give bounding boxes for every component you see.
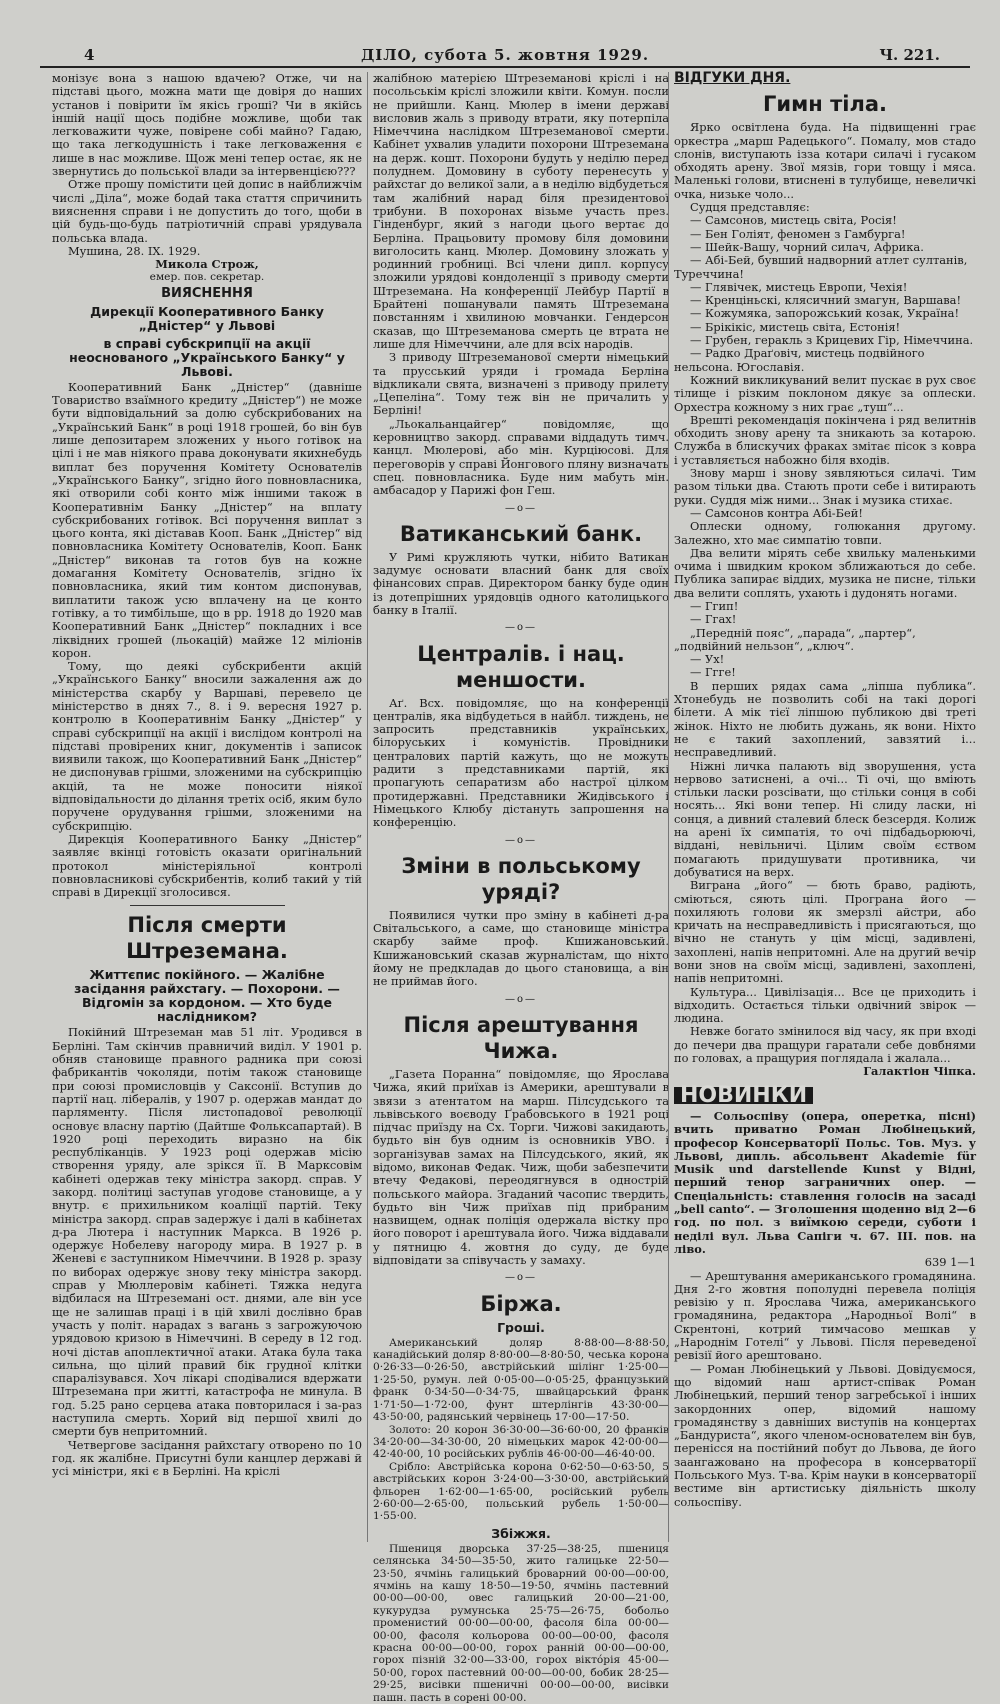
clarification-paragraph: Тому, що деякі субскрибенти акцій „Українського Банку“ вносили зажалення аж до міністерства скарбу у Варшаві, перевело це міністерство в днях 7., 8. і 9. вересня 1927 р. контролю в Кооперативнім Банку „Дністер“ у справі субскрипції на акції і вислідом контролі на підставі провірених книг, документів і записок виявили також, що Кооперативний Банк „Дністер“ не диспонував грішми, зложеними на субскрипцію акцій, та не може поносити ніякої відповідальности до ділання третіх осіб, яким було поручене орудування грішми, зложеними на субскрипцію.: [52, 659, 362, 833]
exchange-grain-subtitle: Збіжжя.: [491, 1525, 551, 1541]
news-item: — Роман Любінецький у Львові. Довідуємося, що відомий наш артист-співак Роман Любінецький, перший тенор загребської і інших закордонних опер, відомий нашому громадянству з давніших виступів на концертах „Бандуриста“, якого членом-основателем він був, перенісся на постійний побут до Львова, де його заангажовано на професора в консерваторії Польського Муз. Т-ва. Крім науки в консерваторії вестиме він артистиську діяльність школу сольоспіву.: [674, 1361, 976, 1509]
column-1: [52, 72, 362, 1542]
gymn-paragraph: Виграна „його“ — бють браво, радіють, сміються, сяють цілі. Програна його — похиляють голови як змерзлі айстри, або кричать на несправедливість і присягаються, що вічно не стануть у цім місці, задивлені, захоплені, напів непритомні. Але на другий вечір вони знов на своїм місці, задивлені, захоплені, напів непритомні.: [674, 878, 976, 986]
gymn-paragraph: Знову марш і знову зявляються силачі. Тим разом тільки два. Стають проти себе і витирають руки. Суддя між ними... Знак і музика стихає.: [674, 466, 976, 507]
gymn-line: — Ггах!: [690, 612, 737, 627]
gymn-line: — Радко Драґовіч, мистець подвійного нельсона. Югославія.: [674, 346, 925, 374]
gymn-paragraph: — Самсонов контра Абі-Бей!: [690, 505, 863, 520]
stresemann-paragraph: Покійний Штреземан мав 51 літ. Уродився в Берліні. Там скінчив правничий виділ. У 1901 р. обняв становище правного радника при союзі фабрикантів чоколяди, потім також становище при союзі промисловців у Саксонії. Вступив до партії нац. лібералів, у 1907 р. одержав мандат до парляменту. Після листопадової революції основує власну партію (Дайтше Фольксапартай). В 1920 році переходить виразно на бік республіканців. У 1923 році одержав місію створення уряду, але зрікся її. В Марксовім кабінеті одержав теку міністра закорд. справ. У закорд. політиці заступав угодове становище, а у внутр. є прихильником коаліції партій. Теку міністра закорд. справ задержує і далі в кабінетах д-ра Лютера і наступник Маркса. В 1926 р. одержує Нобелеву нагороду мира. В 1927 р. в Женеві є заступником Німеччини. В 1928 р. зразу по виборах одержує знову теку міністра закорд. справ у Мюллеровім кабінеті. Тяжка недуга відбилася на Штреземані ост. днями, але він усе ще не залишав праці і в цій хвилі дослівно брав участь у політ. нарадах з вагань з загрожуючою урядовою кризою в Німеччині. В середу в 12 год. ночі дістав апоплектичної атаки. Атака була така сильна, що цілий правий бік грудної клітки спаралізувався. Хоч лікарі сподівалися вдержати Штреземана при житті, катастрофа не минула. В год. 5.25 рано серцева атака повторилася і за-раз наступила смерть. Хорий від першої хвилі до смерти був непритомний.: [52, 1025, 362, 1439]
chyzh-paragraph: „Газета Поранна“ повідомляє, що Ярослава Чижа, який приїхав із Америки, арештували в звязи з атентатом на марш. Пілсудського та львівського воєводу Ґрабовського в 1921 році підчас приїзду на Сх. Торги. Чижові закидають, будьто він був одним із основників УВО. і зорганізував замах на Пілсудського, який, як відомо, виконав Федак. Чиж, щоби забезпечити втечу Федакові, переодягнувся в однострій польського майора. Згаданий часопис твердить, будьто він Чиж приїхав під прибраним назвищем, однак поліція одержала вістку про його поворот і арештувала його. Чижа віддавали у пятницю 4. жовтня до суду, де буде відповідати за співучасть у замаху.: [373, 1066, 669, 1268]
news-ad-code: 639 1—1: [924, 1255, 976, 1270]
clarification-subtitle-1: Дирекції Кооперативного Банку „Дністер“ у Львові: [90, 303, 324, 333]
letter-signature: Микола Строж,: [155, 257, 259, 272]
vatican-paragraph: У Римі кружляють чутки, нібито Ватикан задумує основати власний банк для своїх фінансових справ. Директором банку буде один із дотепрішних урядовців одного католицького банку в Італії.: [373, 549, 669, 617]
gymn-paragraph: Ярко освітлена буда. На підвищенні грає оркестра „марш Радецького“. Помалу, мов стадо слонів, виступають ізза котари силачі і гусаком обходять арену. Звої мязів, гори товщу і мяса. Маленькі голови, втиснені в тулубище, невеличкі очка, низьке чоло...: [674, 120, 976, 201]
clarification-subtitle-2: в справі субскрипції на акції неоснованого „Українського Банку“ у Львові.: [69, 335, 345, 379]
issue-number: Ч. 221.: [879, 46, 940, 64]
polish-govt-title: Зміни в польському уряді?: [401, 853, 641, 904]
news-section-title: НОВИНКИ: [674, 1087, 813, 1104]
newspaper-title-date: ДІЛО, субота 5. жовтня 1929.: [360, 46, 650, 64]
stresemann-continued: жалібною матерією Штреземанові кріслі і на посольськім кріслі зложили квіти. Комун. посли не прийшли. Канц. Мюлер в імени державі висловив жаль з приводу втрати, яку потерпіла Німеччина наслідком Штреземанової смерти. Кабінет ухвалив уладити похорони Штреземана на держ. кошт. Похорони будуть у неділю перед полуднем. Домовину в суботу перенесуть у райхстаг до великої зали, а в неділю відбудеться там жалібний нарад біля президентової трибуни. В похоронах візьме участь през. Гінденбург, який з нагоди цього вертає до Берліна. Працьовиту промову біля домовини виголосить канц. Мюлер. Домовину зложать у родинний гробниці. Всі члени дипл. корпусу зложили урядові кондоленції з приводу смерти Штреземана. На конференції Лейбур Партії в Брайтені пошанували память Штреземана повстанням і хвилиною мовчанки. Гендерсон сказав, що Штреземанова смерть це втрата не лише для Німеччини, але для всіх народів.: [373, 71, 669, 351]
masthead: [40, 44, 970, 68]
gymn-line: — Бен Голіят, феномен з Гамбурга!: [690, 226, 906, 241]
column-2: [367, 71, 669, 1704]
letter-end: монізує вона з нашою вдачею? Отже, чи на підставі цього, можна мати ще довіря до наших установ і повірити їм якісь гроші? Чи в якійсь іншій нації щось подібне можливе, щоби так легковажити чуже, повірене собі майно? Гадаю, що така легкодушність і таке легковаження є лише в нас можливе. Щож мені тепер остає, як не звернутись до польської влади за інтервенцією???: [52, 71, 362, 179]
gymn-line: Судця представляє:: [690, 200, 810, 215]
letter-request: Отже прошу помістити цей допис в найближчім числі „Діла“, може бодай така стаття спричинить вияснення справи і не допустить до того, щоби в цій будь-що-будь патріотичній справі урядувала польська влада.: [52, 177, 362, 245]
gymn-line: — Ггге!: [690, 665, 736, 680]
clarification-title: ВИЯСНЕННЯ: [161, 285, 253, 301]
gymn-title: Гимн тіла.: [763, 92, 887, 117]
gymn-paragraph: Невже богато змінилося від часу, як при вході до печери два пращури гаратали себе довбнями по головах, а пращурия поглядала і жалала...: [674, 1024, 976, 1066]
stresemann-paragraph: „Льокальанцайгер“ повідомляє, що керовництво закорд. справами віддадуть тимч. канцл. Мюлерові, або мін. Курціюсові. Для переговорів у справі Йонгового пляну визначать спец. повновласника. Буде ним мабуть мін. амбасадор у Парижі фон Геш.: [373, 416, 669, 498]
column-3: [668, 72, 976, 1542]
stresemann-title: Після смерти Штреземана.: [126, 913, 288, 964]
gymn-paragraph: Врешті рекомендація покінчена і ряд велитнів обходить знову арену та зникають за котарою. Служба в блискучих фраках змітає пісок з ковра і уставляється набожно біля входів.: [674, 412, 976, 467]
gymn-paragraph: Ніжні личка палають від зворушення, уста нервово затиснені, а очі... Ті очі, що вміють стільки ласки розсівати, що стільки сонця в собі носять... Які вони тепер. Ні слиду ласки, ні сонця, а дивний сталевий блеск безсердя. Колиж на арені їх симпатія, то очі підбадьорюючі, віддані, невільничі. Цілим своїм єством помагають придушувати противника, чи добуватися на верх.: [674, 758, 976, 879]
exchange-title: Біржа.: [480, 1291, 562, 1316]
gymn-line: — Шейк-Вашу, чорний силач, Африка.: [690, 239, 924, 254]
letter-place-date: Мушина, 28. IX. 1929.: [68, 243, 201, 258]
rubric-title: ВІДГУКИ ДНЯ.: [674, 70, 791, 86]
centrolev-title: Централів. і нац. меншости.: [417, 641, 625, 692]
chyzh-title: Після арештування Чижа.: [403, 1012, 639, 1063]
section-separator: —о—: [504, 622, 538, 634]
exchange-silver: Срібло: Австрійська корона 0·62·50—0·63·50, 5 австрійських корон 3·24·00—3·30·00, австрійський фльорен 1·62·00—1·65·00, російський рубель 2·60·00—2·65·00, польський рубель 1·50·00—1·55·00.: [373, 1460, 669, 1523]
gymn-paragraph: В перших рядах сама „ліпша публика“. Хтонебудь не позволить собі на такі дорогі білети. А мік тієї ліпшою публикою дві треті жінок. Ніхто не любить дужань, як вони. Ніхто не є такий захоплений, завзятий і... несправедливий.: [674, 678, 976, 760]
news-item: — Арештування американського громадянина. Дня 2-го жовтня пополудні перевела поліція ревізію у п. Ярослава Чижа, американського громадянина, редактора „Народньої Волі“ в Скрентоні, котрий тимчасово мешкав у „Народнім Готелі“ у Львові. Після переведеної ревізії його арештовано.: [674, 1268, 976, 1363]
gymn-paragraph: Кожний викликуваний велит пускає в рух своє тілище і різким поклоном дякує за оплески. Орхестра кожному з них грає „туш“...: [674, 372, 976, 414]
section-separator: —о—: [504, 993, 538, 1005]
centrolev-paragraph: Аґ. Всх. повідомляє, що на конференції централів, яка відбудеться в найбл. тиждень, не запросить представників українських, білоруських і комуністів. Провідники централових партій кажуть, що не можуть радити з представниками партій, які пропагують сепаратизм або настрої цілком протидержавні. Представники Жидівського і Німецького Клюбу дістануть запрошення на конференцію.: [373, 695, 669, 830]
gymn-line: — Самсонов, мистець світа, Росія!: [690, 213, 897, 228]
gymn-line: — Ух!: [690, 652, 725, 667]
section-separator: —о—: [504, 1272, 538, 1284]
divider: [130, 905, 285, 906]
gymn-line: — Грубен, геракль з Крицевих Гір, Німеччина.: [690, 333, 974, 348]
stresemann-paragraph: Четвергове засідання райхстагу отворено по 10 год. як жалібне. Присутні були канцлер державі й усі міністри, які є в Берліні. На кріслі: [52, 1437, 362, 1479]
gymn-line: — Кренціньскі, клясичний змагун, Варшава!: [690, 293, 962, 308]
gymn-line: — Кожумяка, запорожський козак, Україна!: [690, 306, 960, 321]
gymn-line: — Ггип!: [690, 598, 739, 613]
stresemann-paragraph: З приводу Штреземанової смерти німецький та прусський уряди і громада Берліна відкликали свята, визначені з приводу прилету „Цепеліна“. Тому теж він не причалить у Берліні!: [373, 350, 669, 418]
gymn-paragraph: Культура... Цивілізація... Все це приходить і відходить. Остається тільки одвічний звірок — людина.: [674, 984, 976, 1026]
exchange-grain: Пшениця дворська 37·25—38·25, пшениця селянська 34·50—35·50, жито галицьке 22·50—23·50, ячмінь галицький броварний 00·00—00·00, ячмінь на кашу 18·50—19·50, ячмінь пастевний 00·00—00·00, овес галицький 20·00—21·00, кукурудза румунська 25·75—26·75, бобольо променистий 00·00—00·00, фасоля біла 00·00—00·00, фасоля кольорова 00·00—00·00, фасоля красна 00·00—00·00, горох ранній 00·00—00·00, горох пізній 32·00—33·00, горох віктóрія 45·00—50·00, горох пастевний 00·00—00·00, бобик 28·25—29·25, висівки пшеничні 00·00—00·00, висівки пашн. пасть в сорені 00·00.: [373, 1542, 669, 1704]
page-number: 4: [84, 46, 95, 64]
vatican-title: Ватиканський банк.: [399, 521, 643, 546]
polish-govt-paragraph: Появилися чутки про зміну в кабінеті д-ра Світальського, а саме, що становище міністра скарбу займе проф. Кшижановський. Кшижановський сказав журналістам, що ніхто йому не предкладав до цього становища, а він не приймав його.: [373, 907, 669, 989]
gymn-line: — Абі-Бей, бувший надворний атлет султанів, Туреччина!: [674, 253, 968, 281]
stresemann-subtitle: Життєпис покійного. — Жалібне засідання райхстагу. — Похорони. — Відгомін за кордоном. — Хто буде наслідником?: [74, 967, 340, 1025]
gymn-author: Галактіон Чіпка.: [863, 1064, 976, 1079]
section-separator: —о—: [504, 502, 538, 514]
exchange-gold: Золото: 20 корон 36·30·00—36·60·00, 20 франків 34·20·00—34·30·00, 20 німецьких марок 42·00·00—42·40·00, 10 російських рублів 46·00·00—46·40·00.: [373, 1423, 669, 1461]
clarification-paragraph: Кооперативний Банк „Дністер“ (давніше Товариство взаїмного кредиту „Дністер“) не може бути відповідальний за долю субскрибованих на „Український Банк“ в році 1918 грошей, бо він був лише депозитарем зложених у нього готівок на цілі і не мав ніякого права доконувати якихнебудь виплат без поручення Комітету Основателів „Українського Банку“, згідно його повновласника, які отворили собі конто між іншими також в Кооперативнім Банку „Дністер“ на вплату субскрибованих готівок. Всі поручення виплат з цього конта, які діставав Кооп. Банк „Дністер“ від повновласника Комітету Основателів, Кооп. Банк „Дністер“ виконав та готов був на кожне домагання Комітету Основателів, згідно їх повновласника, який тим контом диспонував, виплатити також усю вплачену на це конто готівку, а то тимбільше, що в рр. 1918 до 1920 мав Кооперативний Банк „Дністер“ покладних і все ліквідних грошей (льокацій) майже 12 міліонів корон.: [52, 379, 362, 660]
gymn-paragraph: Два велити мірять себе хвильку маленькими очима і швидким кроком зближаються до себе. Публика запирає віддих, музика не писне, тільки два велити соплять, ухають і дудонять ногами.: [674, 545, 976, 600]
letter-signature-title: емер. пов. секретар.: [149, 271, 265, 284]
exchange-money-subtitle: Гроші.: [497, 1319, 545, 1335]
clarification-paragraph: Дирекція Кооперативного Банку „Дністер“ заявляє вкінці готовість оказати оригінальний протокол міністеріяльної контролі повновласникові субскрибентів, колиб такий у тій справі в Дирекції зголосився.: [52, 831, 362, 900]
gymn-line: „Передній пояс“, „парада“, „партер“, „подвійний нельзон“, „ключ“.: [674, 625, 916, 653]
gymn-line: — Брікікіс, мистець світа, Естонія!: [690, 319, 901, 334]
gymn-paragraph: Оплески одному, голюкання другому. Залежно, хто має симпатію товпи.: [674, 519, 976, 547]
news-item: — Сольоспіву (опера, оперетка, пісні) вчить приватно Роман Любінецький, професор Консерваторії Польс. Тов. Муз. у Львові, дипль. абсольвент Akademie für Musik und darstellende Kunst у Відні, перший тенор заграничних опер. — Спеціальність: ставлення голосів на засаді „bell canto“. — Зголошення щоденно від 2—6 год. по пол. з виїмкою середи, суботи і неділі вул. Льва Сапіги ч. 67. ІІІ. пов. на ліво.: [674, 1108, 976, 1256]
section-separator: —о—: [504, 834, 538, 846]
gymn-line: — Глявічек, мистець Европи, Чехія!: [690, 279, 908, 294]
exchange-money: Американський доляр 8·88·00—8·88·50, канадійський доляр 8·80·00—8·80·50, чеська корона 0·26·33—0·26·50, австрійський шілінг 1·25·00—1·25·50, румун. лей 0·05·00—0·05·25, французький франк 0·34·50—0·34·75, швайцарський франк 1·71·50—1·72·00, фунт штерлінгів 43·30·00—43·50·00, радянський червінець 17·00—17·50.: [373, 1336, 669, 1424]
